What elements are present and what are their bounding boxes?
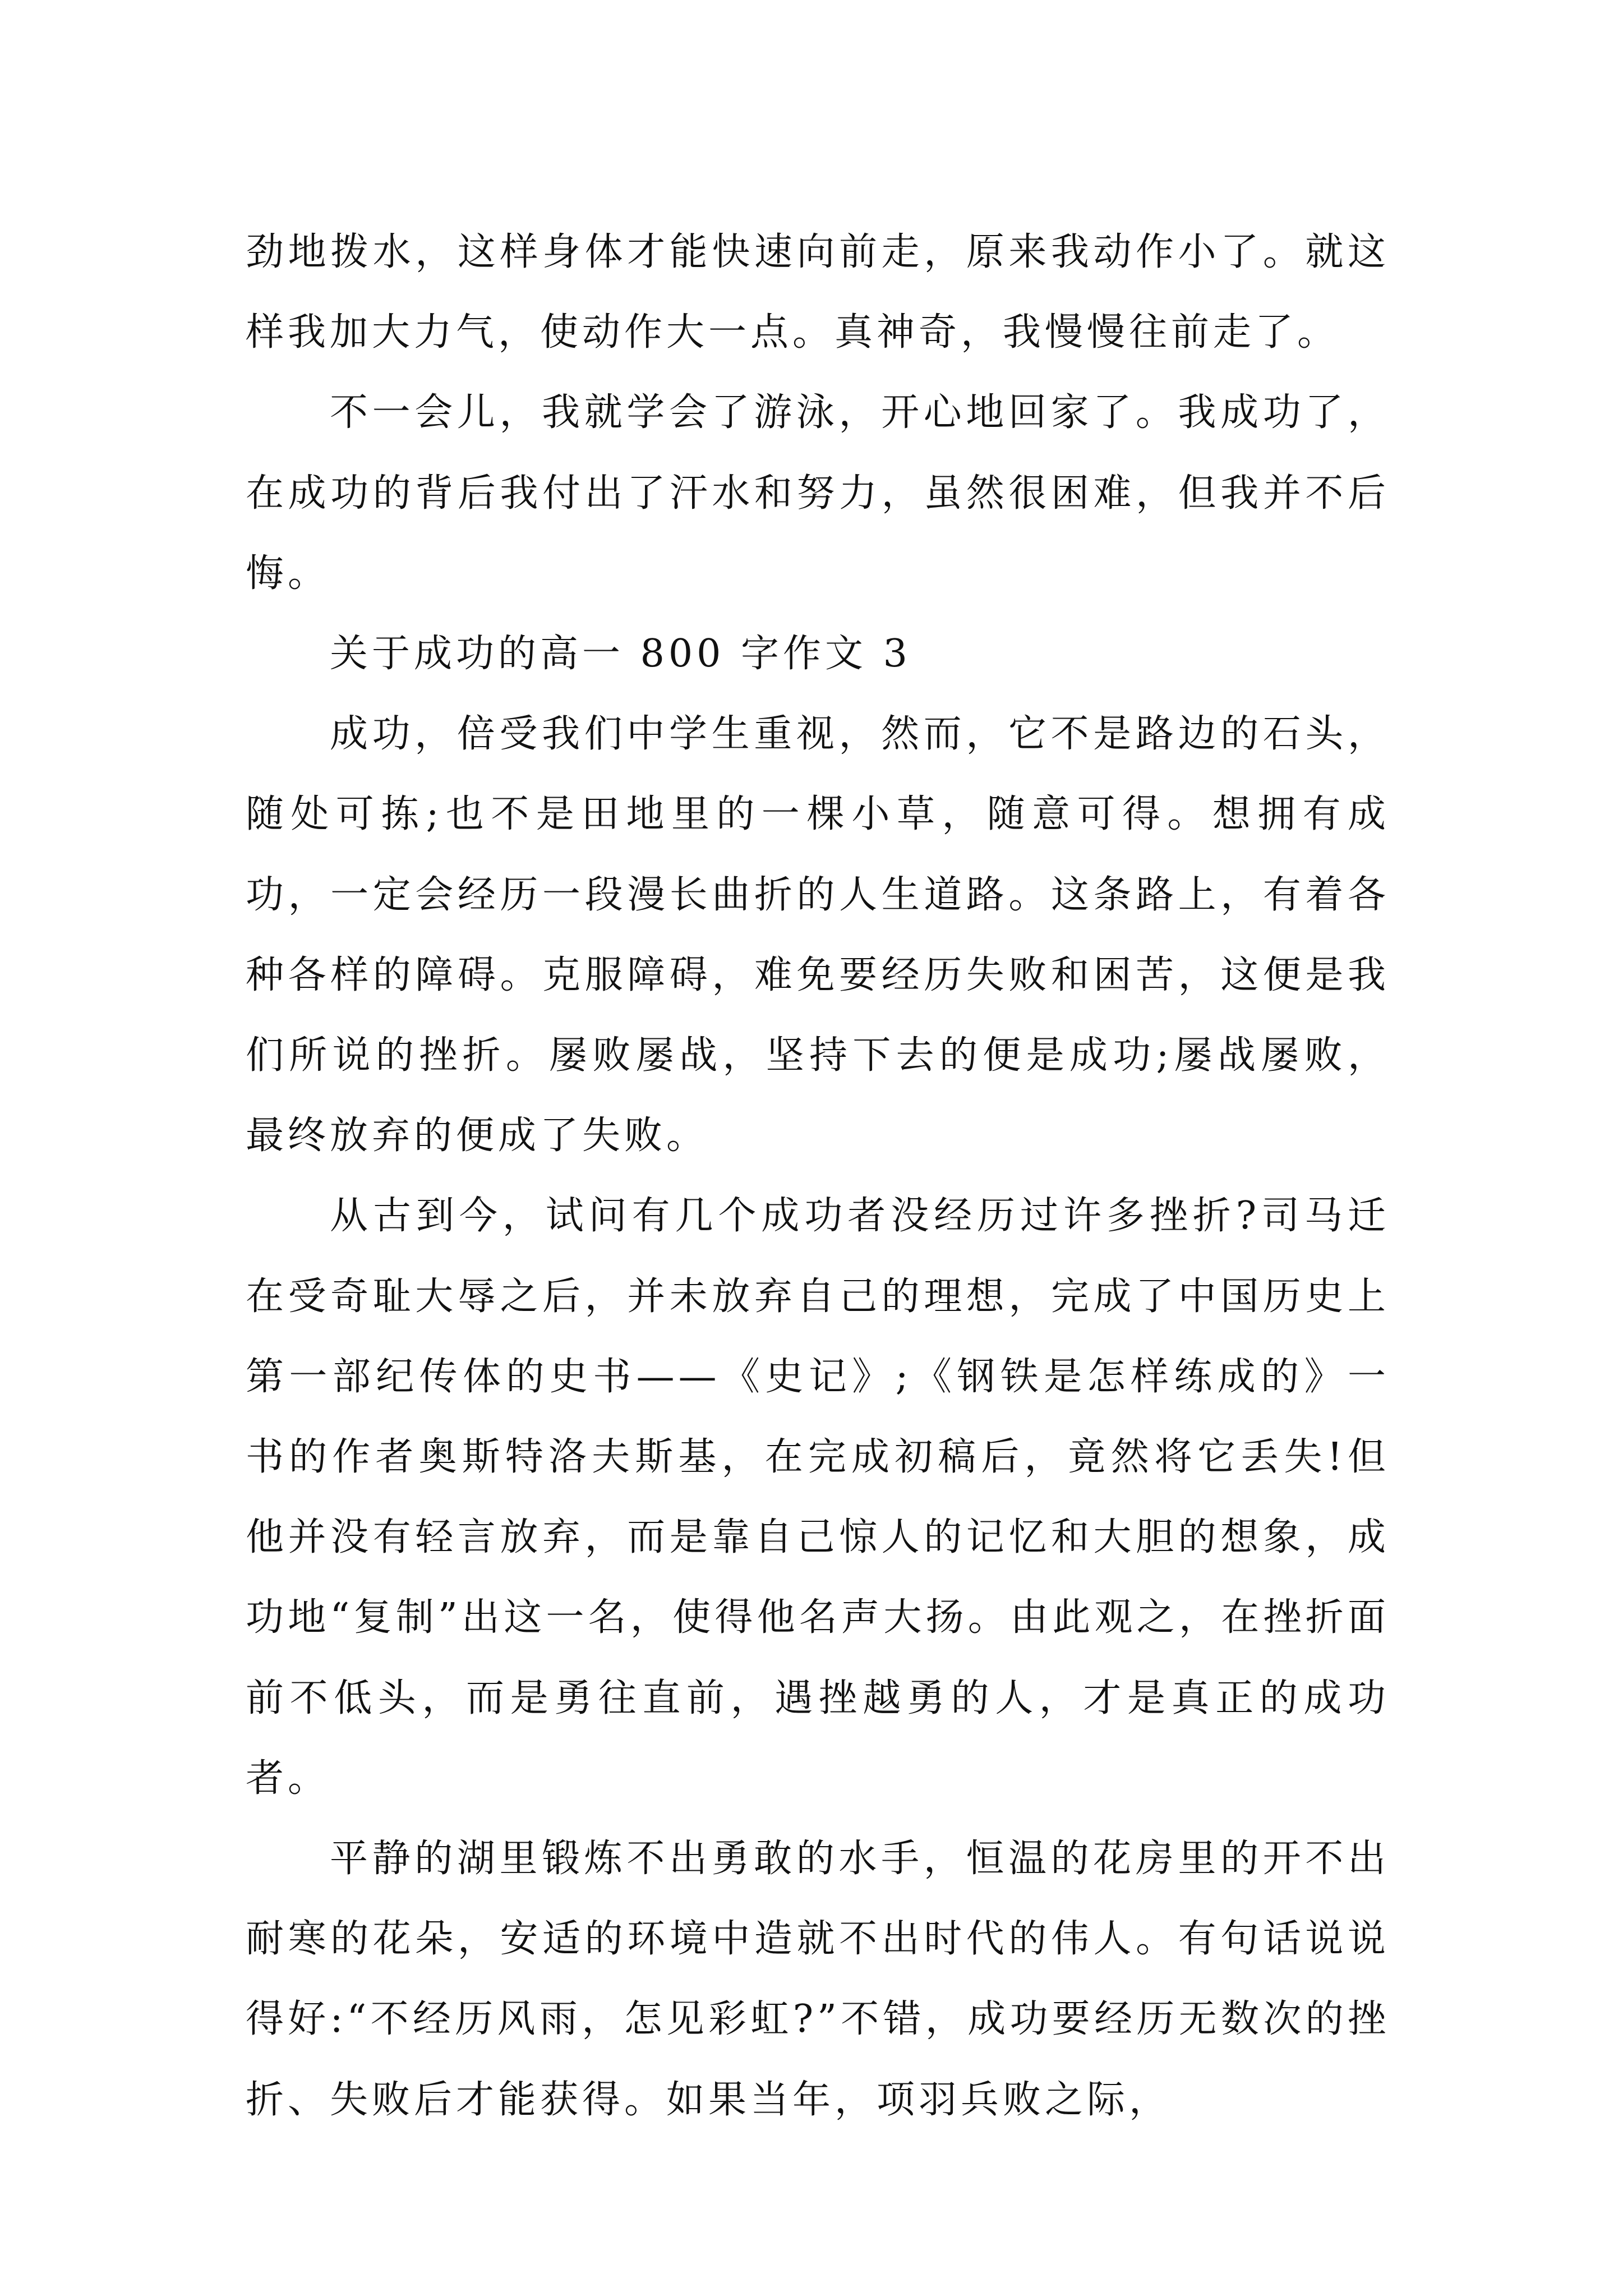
paragraph-5: 平静的湖里锻炼不出勇敢的水手，恒温的花房里的开不出耐寒的花朵，安适的环境中造就不出时代的伟人。有句话说说得好:“不经历风雨，怎见彩虹?”不错，成功要经历无数次的挫折、失败后才能获得。如果当年，项羽兵败之际， (246, 1837, 1390, 2122)
section-heading: 关于成功的高一 800 字作文 3 (330, 632, 911, 677)
document-body (246, 212, 1390, 2140)
paragraph-4: 从古到今，试问有几个成功者没经历过许多挫折?司马迁在受奇耻大辱之后，并未放弃自己的理想，完成了中国历史上第一部纪传体的史书——《史记》;《钢铁是怎样练成的》一书的作者奥斯特洛夫斯基，在完成初稿后，竟然将它丢失!但他并没有轻言放弃，而是靠自己惊人的记忆和大胆的想象，成功地“复制”出这一名，使得他名声大扬。由此观之，在挫折面前不低头，而是勇往直前，遇挫越勇的人，才是真正的成功者。 (246, 1194, 1390, 1801)
paragraph-2: 不一会儿，我就学会了游泳，开心地回家了。我成功了，在成功的背后我付出了汗水和努力，虽然很困难，但我并不后悔。 (246, 390, 1390, 596)
paragraph-3: 成功，倍受我们中学生重视，然而，它不是路边的石头，随处可拣;也不是田地里的一棵小草，随意可得。想拥有成功，一定会经历一段漫长曲折的人生道路。这条路上，有着各种各样的障碍。克服障碍，难免要经历失败和困苦，这便是我们所说的挫折。屡败屡战，坚持下去的便是成功;屡战屡败，最终放弃的便成了失败。 (246, 712, 1390, 1158)
paragraph-1: 劲地拨水，这样身体才能快速向前走，原来我动作小了。就这样我加大力气，使动作大一点。真神奇，我慢慢往前走了。 (246, 230, 1390, 355)
